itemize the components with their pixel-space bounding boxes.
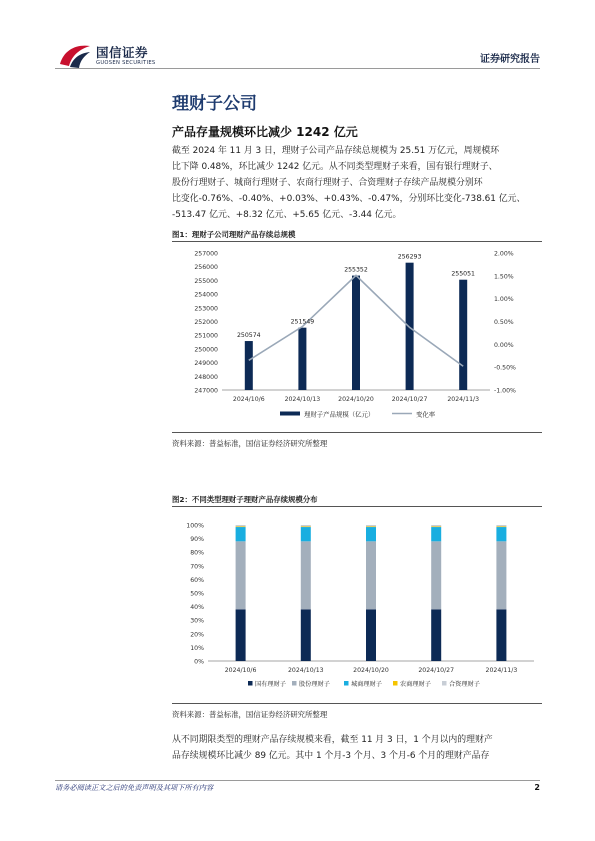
legend-label: 合资理财子 [449, 681, 480, 688]
paragraph-line: 比变化-0.76%、-0.40%、+0.03%、+0.43%、-0.47%，分别环比变化-738.61 亿元、 [172, 194, 526, 204]
stacked-segment [431, 526, 441, 527]
report-type-label: 证券研究报告 [480, 54, 540, 65]
y-tick-label: 252000 [194, 319, 218, 326]
figure-1-chart [172, 243, 544, 428]
x-tick-label: 2024/10/20 [353, 667, 389, 674]
x-tick-label: 2024/11/3 [485, 667, 518, 674]
stacked-segment [496, 526, 506, 527]
paragraph-line: 从不同期限类型的理财产品存续规模来看，截至 11 月 3 日，1 个月以内的理财产 [172, 735, 493, 745]
y-tick-label: 248000 [194, 373, 218, 381]
y-tick-label: 50% [190, 590, 204, 598]
figure-2-bottom-rule [172, 703, 542, 704]
logo-text-en: GUOSEN SECURITIES [96, 60, 156, 66]
y-tick-label: 10% [190, 644, 204, 652]
stacked-segment [366, 525, 376, 526]
paragraph-line: 品存续规模环比减少 89 亿元。其中 1 个月-3 个月、3 个月-6 个月的理财产品存 [172, 751, 490, 761]
body-paragraph-1 [172, 143, 544, 223]
y-tick-label: 90% [190, 536, 204, 544]
y-tick-label: 247000 [194, 387, 218, 395]
legend-label: 城商理财子 [351, 681, 382, 688]
stacked-segment [236, 541, 246, 609]
section-title: 理财子公司 [172, 94, 257, 114]
x-tick-label: 2024/10/27 [418, 667, 455, 674]
y2-tick-label: -0.50% [494, 364, 516, 372]
y2-tick-label: 0.50% [494, 319, 514, 326]
stacked-segment [366, 527, 376, 541]
x-tick-label: 2024/10/13 [284, 396, 321, 403]
y-tick-label: 253000 [194, 305, 218, 313]
y-tick-label: 30% [190, 617, 204, 625]
x-tick-label: 2024/10/6 [224, 667, 257, 674]
legend-label: 农商理财子 [400, 681, 431, 688]
legend-label: 理财子产品规模（亿元） [304, 410, 375, 419]
figure-2-source: 资料来源：普益标准，国信证券经济研究所整理 [172, 710, 328, 719]
y-tick-label: 249000 [194, 360, 218, 368]
y2-tick-label: -1.00% [494, 387, 516, 395]
stacked-segment [366, 609, 376, 661]
legend-swatch [393, 681, 398, 686]
body-paragraph-2 [172, 732, 544, 764]
x-tick-label: 2024/10/27 [391, 396, 428, 403]
figure-1-source: 资料来源：普益标准，国信证券经济研究所整理 [172, 439, 328, 448]
legend-label: 变化率 [416, 410, 436, 419]
stacked-segment [496, 609, 506, 661]
y-tick-label: 255000 [194, 277, 218, 285]
footer-divider [55, 780, 540, 781]
legend-label: 股份理财子 [299, 681, 330, 688]
legend-swatch [442, 681, 447, 686]
stacked-segment [301, 525, 311, 526]
y2-tick-label: 0.00% [494, 341, 514, 349]
stacked-segment [236, 525, 246, 526]
stacked-segment [301, 527, 311, 541]
stacked-segment [431, 525, 441, 526]
page-number: 2 [534, 783, 540, 792]
legend-swatch-bar [280, 412, 300, 416]
y-tick-label: 251000 [194, 332, 218, 340]
legend-swatch [248, 681, 253, 686]
stacked-segment [301, 609, 311, 661]
subsection-title: 产品存量规模环比减少 1242 亿元 [172, 125, 358, 139]
y-tick-label: 40% [190, 604, 204, 612]
figure-2-top-rule [172, 506, 542, 507]
figure-1-title: 图1：理财子公司理财产品存续总规模 [172, 230, 296, 239]
y-tick-label: 80% [190, 549, 204, 557]
bar [245, 341, 253, 390]
figure-1-top-rule [172, 241, 542, 242]
legend-label: 国有理财子 [255, 681, 286, 688]
stacked-segment [366, 526, 376, 527]
stacked-segment [301, 526, 311, 527]
y2-tick-label: 2.00% [494, 250, 514, 258]
figure-2-title: 图2：不同类型理财子理财产品存续规模分布 [172, 495, 318, 504]
data-label: 255352 [344, 266, 368, 274]
stacked-segment [431, 527, 441, 541]
stacked-segment [366, 541, 376, 609]
legend-swatch [292, 681, 297, 686]
y-tick-label: 100% [186, 522, 204, 530]
y2-tick-label: 1.50% [494, 273, 514, 281]
x-tick-label: 2024/10/6 [232, 396, 265, 403]
data-label: 255051 [451, 270, 476, 278]
y-tick-label: 70% [190, 563, 204, 571]
y-tick-label: 257000 [194, 250, 218, 258]
data-label: 251549 [290, 318, 315, 326]
stacked-segment [496, 525, 506, 526]
bar [298, 328, 306, 390]
stacked-segment [236, 609, 246, 661]
y2-tick-label: 1.00% [494, 296, 514, 304]
x-tick-label: 2024/10/13 [287, 667, 324, 674]
y-tick-label: 0% [194, 658, 204, 666]
bar [352, 276, 360, 390]
y-tick-label: 60% [190, 576, 204, 584]
stacked-segment [496, 541, 506, 609]
legend-swatch [344, 681, 349, 686]
y-tick-label: 254000 [194, 291, 218, 299]
stacked-segment [431, 541, 441, 609]
paragraph-line: 截至 2024 年 11 月 3 日，理财子公司产品存续总规模为 25.51 万亿元，周规模环 [172, 146, 500, 156]
stacked-segment [301, 541, 311, 609]
paragraph-line: 比下降 0.48%，环比减少 1242 亿元。从不同类型理财子来看，国有银行理财子、 [172, 162, 498, 172]
figure-2-chart [172, 509, 544, 700]
y-tick-label: 250000 [194, 346, 218, 354]
y-tick-label: 256000 [194, 264, 218, 272]
stacked-segment [496, 527, 506, 541]
paragraph-line: -513.47 亿元、+8.32 亿元、+5.65 亿元、-3.44 亿元。 [172, 210, 402, 220]
x-tick-label: 2024/11/3 [447, 396, 480, 403]
y-tick-label: 20% [190, 631, 204, 639]
stacked-segment [431, 609, 441, 661]
logo-mark-icon [58, 40, 92, 70]
data-label: 256293 [397, 253, 422, 261]
x-tick-label: 2024/10/20 [338, 396, 374, 403]
data-label: 250574 [236, 332, 261, 340]
stacked-segment [236, 526, 246, 527]
paragraph-line: 股份行理财子、城商行理财子、农商行理财子、合资理财子存续产品规模分别环 [172, 178, 483, 188]
stacked-segment [236, 527, 246, 541]
header-divider [55, 68, 540, 69]
footer-disclaimer: 请务必阅读正文之后的免责声明及其项下所有内容 [55, 783, 214, 792]
bar [459, 280, 467, 390]
figure-1-bottom-rule [172, 432, 542, 433]
logo-text-cn: 国信证券 [96, 45, 149, 60]
